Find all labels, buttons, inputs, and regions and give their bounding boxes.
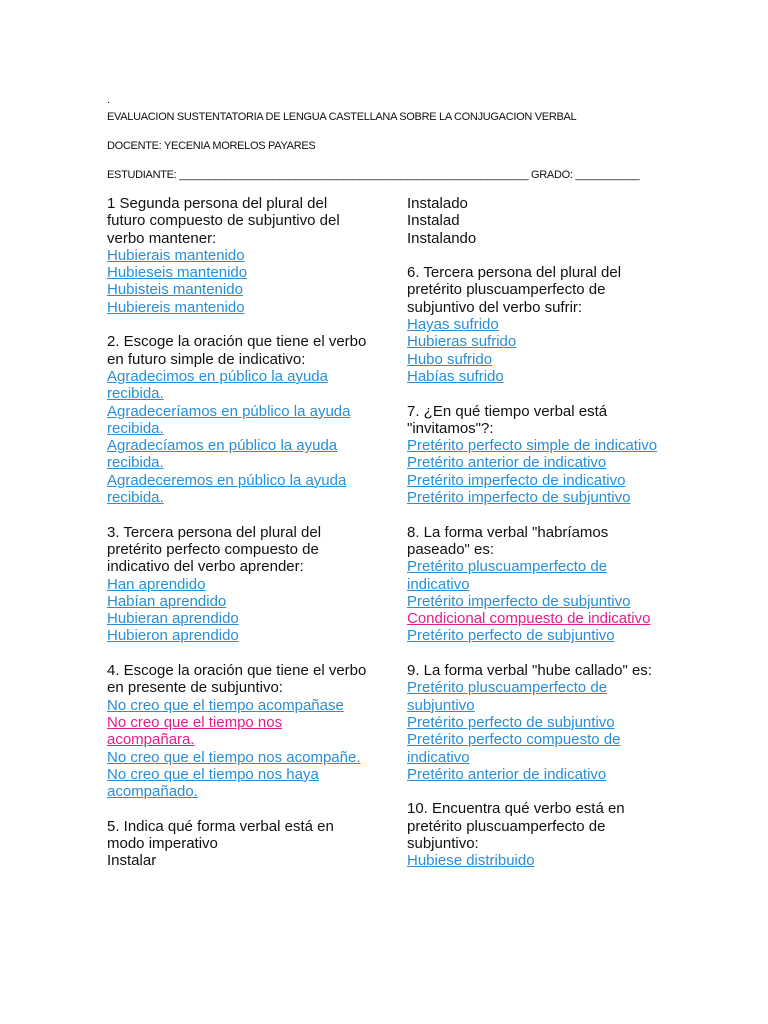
question-prompt: 10. Encuentra qué verbo está en pretérito pluscuamperfecto de subjuntivo: <box>407 800 625 852</box>
document-title: EVALUACION SUSTENTATORIA DE LENGUA CASTELLANA SOBRE LA CONJUGACION VERBAL <box>107 111 577 123</box>
answer-option-link[interactable]: Hubieran aprendido <box>107 610 239 628</box>
answer-option-text: Instalando <box>407 229 477 247</box>
answer-option-link[interactable]: Pretérito pluscuamperfecto de subjuntivo <box>407 679 608 714</box>
question-prompt: 6. Tercera persona del plural del pretérito pluscuamperfecto de subjuntivo del verbo sufrir: <box>407 264 622 316</box>
answer-option-link[interactable]: Agradeceríamos en público la ayuda recibida. <box>107 402 351 437</box>
answer-option-highlighted-link[interactable]: Condicional compuesto de indicativo <box>407 610 651 628</box>
answer-option-link[interactable]: Hubierais mantenido <box>107 246 245 264</box>
student-grade-line: ESTUDIANTE: ____________________________________________________________ GRADO: ___________ <box>107 169 640 181</box>
answer-option-link[interactable]: Pretérito perfecto compuesto de indicativo <box>407 731 621 766</box>
question-prompt: 4. Escoge la oración que tiene el verbo en presente de subjuntivo: <box>107 662 367 697</box>
question-9 <box>407 662 667 783</box>
answer-option-link[interactable]: Habías sufrido <box>407 367 504 385</box>
answer-option-link[interactable]: Hubiereis mantenido <box>107 298 245 316</box>
answer-option-link[interactable]: Pretérito imperfecto de indicativo <box>407 471 626 489</box>
question-10 <box>407 800 667 869</box>
answer-option-link[interactable]: Pretérito imperfecto de subjuntivo <box>407 489 631 507</box>
answer-option-text: Instalad <box>407 212 460 230</box>
question-2 <box>107 333 367 506</box>
answer-option-link[interactable]: No creo que el tiempo nos acompañe. <box>107 748 361 766</box>
answer-option-link[interactable]: Pretérito anterior de indicativo <box>407 765 607 783</box>
answer-option-text: Instalado <box>407 195 468 212</box>
question-prompt: 1 Segunda persona del plural del futuro compuesto de subjuntivo del verbo mantener: <box>107 195 340 247</box>
question-4 <box>107 662 367 800</box>
answer-option-link[interactable]: Hubo sufrido <box>407 350 493 368</box>
question-7 <box>407 403 667 507</box>
answer-option-link[interactable]: No creo que el tiempo nos haya acompañado. <box>107 765 319 801</box>
answer-option-link[interactable]: Pretérito pluscuamperfecto de indicativo <box>407 558 608 593</box>
question-6 <box>407 264 667 385</box>
question-8 <box>407 524 667 645</box>
question-prompt: 7. ¿En qué tiempo verbal está "invitamos"?: <box>407 402 608 437</box>
answer-option-link[interactable]: Hubieras sufrido <box>407 333 517 351</box>
answer-option-link[interactable]: Hubisteis mantenido <box>107 281 243 299</box>
answer-option-link[interactable]: Pretérito imperfecto de subjuntivo <box>407 592 631 610</box>
answer-option-link[interactable]: Hayas sufrido <box>407 316 499 334</box>
question-1 <box>107 195 367 316</box>
answer-option-link[interactable]: Agradeceremos en público la ayuda recibida. <box>107 471 347 507</box>
answer-option-link[interactable]: Pretérito perfecto de subjuntivo <box>407 627 615 645</box>
answer-option-link[interactable]: Pretérito perfecto de subjuntivo <box>407 713 615 731</box>
header-dot: . <box>107 94 110 106</box>
answer-option-link[interactable]: No creo que el tiempo acompañase <box>107 696 344 714</box>
question-prompt: 3. Tercera persona del plural del pretérito perfecto compuesto de indicativo del verbo aprender: <box>107 523 322 576</box>
answer-option-link[interactable]: Agradecimos en público la ayuda recibida. <box>107 367 328 403</box>
question-prompt: 9. La forma verbal "hube callado" es: <box>407 662 652 680</box>
answer-option-highlighted-link[interactable]: No creo que el tiempo nos acompañara. <box>107 713 283 749</box>
answer-option-link[interactable]: Hubieron aprendido <box>107 627 239 645</box>
answer-option-link[interactable]: Pretérito perfecto simple de indicativo <box>407 437 658 455</box>
question-prompt: 2. Escoge la oración que tiene el verbo en futuro simple de indicativo: <box>107 333 367 368</box>
answer-option-text: Instalar <box>107 852 157 870</box>
answer-option-link[interactable]: Agradecíamos en público la ayuda recibida. <box>107 437 338 472</box>
question-3 <box>107 524 367 645</box>
answer-option-link[interactable]: Pretérito anterior de indicativo <box>407 454 607 472</box>
answer-option-link[interactable]: Han aprendido <box>107 575 206 593</box>
answer-option-link[interactable]: Hubiese distribuido <box>407 852 535 870</box>
questions-columns <box>107 195 667 878</box>
answer-option-link[interactable]: Habían aprendido <box>107 592 227 610</box>
answer-option-link[interactable]: Hubieseis mantenido <box>107 264 248 282</box>
question-prompt: 8. La forma verbal "habríamos paseado" es: <box>407 523 609 558</box>
question-prompt: 5. Indica qué forma verbal está en modo imperativo <box>107 817 334 852</box>
teacher-line: DOCENTE: YECENIA MORELOS PAYARES <box>107 140 316 152</box>
